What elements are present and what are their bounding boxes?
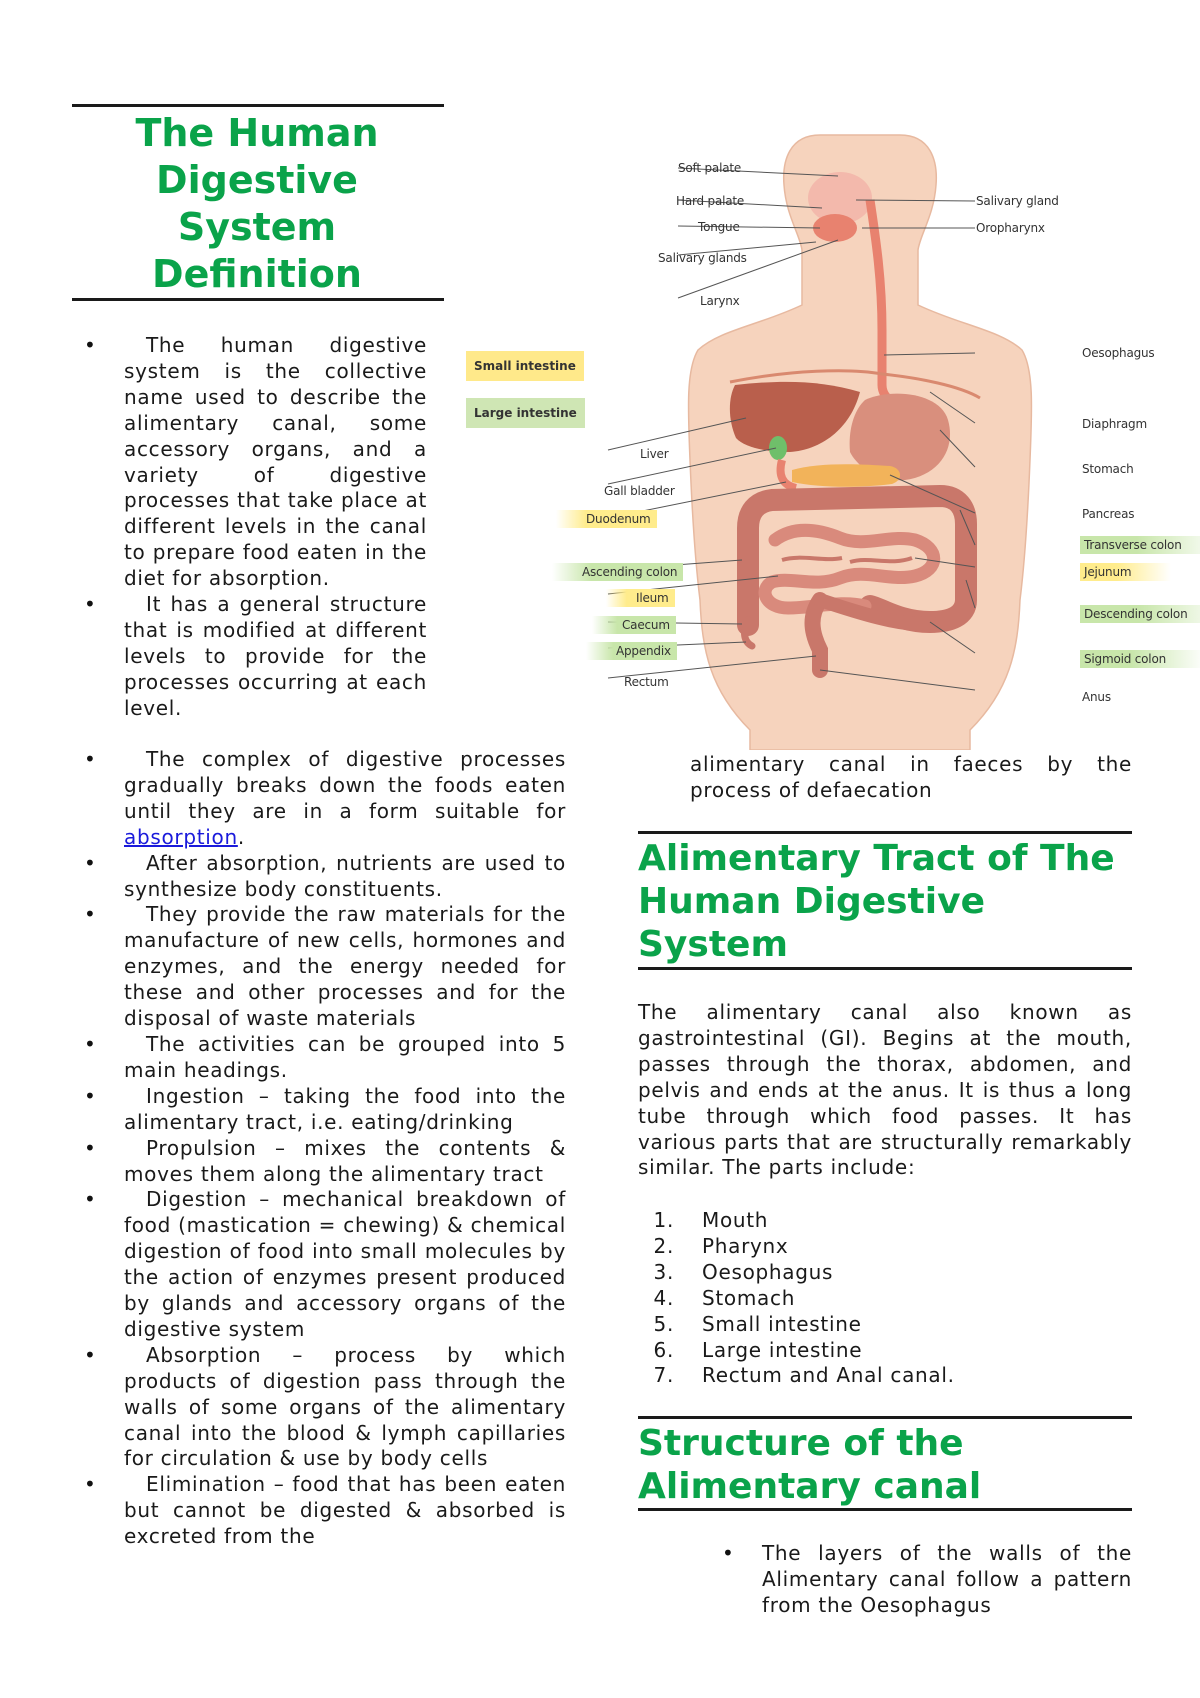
title-line-4: Definition xyxy=(152,252,362,296)
section2-paragraph: The alimentary canal also known as gastrointestinal (GI). Begins at the mouth, passes through the thorax, abdomen, and pelvis and ends at the anus. It is thus a long tube through which food passes. It has various parts that are structurally remarkably similar. The parts include: xyxy=(638,1000,1132,1180)
bullet-list-wide xyxy=(84,747,566,1550)
page-title xyxy=(72,110,442,298)
label-descending-colon: Descending colon xyxy=(1080,605,1200,623)
list-item: 4. Stomach xyxy=(653,1285,796,1310)
continuation-text: alimentary canal in faeces by the process of defaecation xyxy=(690,752,1132,802)
list-item: • Propulsion – mixes the contents & moves them along the alimentary tract xyxy=(84,1136,566,1188)
title-top-rule xyxy=(72,104,444,107)
list-item: • The complex of digestive processes gradually breaks down the foods eaten until they are in a form suitable for absorption. xyxy=(84,747,566,851)
label-soft-palate: Soft palate xyxy=(678,161,742,175)
label-salivary-gland: Salivary gland xyxy=(976,194,1059,208)
section2-top-rule xyxy=(638,831,1132,834)
absorption-link[interactable]: absorption xyxy=(124,824,238,849)
bullet-list-narrow xyxy=(84,333,427,722)
legend-small-intestine: Small intestine xyxy=(466,351,584,381)
label-salivary-glands: Salivary glands xyxy=(658,251,747,265)
list-item: • After absorption, nutrients are used to synthesize body constituents. xyxy=(84,851,566,903)
label-transverse-colon: Transverse colon xyxy=(1080,536,1200,554)
section2-bottom-rule xyxy=(638,967,1132,970)
label-ascending-colon: Ascending colon xyxy=(552,563,683,581)
label-liver: Liver xyxy=(640,447,669,461)
legend-large-intestine: Large intestine xyxy=(466,398,585,428)
label-stomach: Stomach xyxy=(1082,462,1134,476)
label-caecum: Caecum xyxy=(592,616,676,634)
label-gall-bladder: Gall bladder xyxy=(604,484,675,498)
list-item: • They provide the raw materials for the manufacture of new cells, hormones and enzymes, and the energy needed for these and other processes and for the disposal of waste materials xyxy=(84,902,566,1032)
label-appendix: Appendix xyxy=(586,642,677,660)
list-item: • Absorption – process by which products of digestion pass through the walls of some organs of the alimentary canal into the blood & lymph capillaries for circulation & use by body cells xyxy=(84,1343,566,1473)
label-pancreas: Pancreas xyxy=(1082,507,1135,521)
label-larynx: Larynx xyxy=(700,294,740,308)
title-line-2: Digestive xyxy=(156,158,358,202)
label-oesophagus: Oesophagus xyxy=(1082,346,1155,360)
label-anus: Anus xyxy=(1082,690,1111,704)
list-item: • Ingestion – taking the food into the alimentary tract, i.e. eating/drinking xyxy=(84,1084,566,1136)
rectum-shape xyxy=(813,600,821,670)
list-item: 6. Large intestine xyxy=(653,1337,863,1362)
pancreas-shape xyxy=(792,464,900,487)
section2-heading: Alimentary Tract of The Human Digestive System xyxy=(638,838,1115,965)
list-item: 3. Oesophagus xyxy=(653,1259,834,1284)
label-tongue: Tongue xyxy=(698,220,740,234)
list-item: • Elimination – food that has been eaten but cannot be digested & absorbed is excreted from the xyxy=(84,1472,566,1550)
section3-bottom-rule xyxy=(638,1508,1132,1511)
list-item: • The human digestive system is the collective name used to describe the alimentary canal, some accessory organs, and a variety of digestive processes that take place at different levels in the canal to prepare food eaten in the diet for absorption. xyxy=(84,333,427,592)
section3-heading: Structure of the Alimentary canal xyxy=(638,1423,982,1507)
label-ileum: Ileum xyxy=(606,589,675,607)
structure-bullets xyxy=(722,1541,1132,1619)
label-jejunum: Jejunum xyxy=(1080,563,1171,581)
list-item: • The layers of the walls of the Alimentary canal follow a pattern from the Oesophagus xyxy=(722,1541,1132,1619)
list-item: 1. Mouth xyxy=(653,1208,769,1232)
label-duodenum: Duodenum xyxy=(556,510,657,528)
label-sigmoid-colon: Sigmoid colon xyxy=(1080,650,1200,668)
label-rectum: Rectum xyxy=(624,675,669,689)
title-line-1: The Human xyxy=(135,111,379,155)
list-item: 5. Small intestine xyxy=(653,1311,862,1336)
list-item: • The activities can be grouped into 5 main headings. xyxy=(84,1032,566,1084)
list-item: 2. Pharynx xyxy=(653,1233,789,1258)
label-oropharynx: Oropharynx xyxy=(976,221,1045,235)
list-item: • It has a general structure that is modified at different levels to provide for the processes occurring at each level. xyxy=(84,592,427,722)
title-line-3: System xyxy=(177,205,337,249)
label-diaphragm: Diaphragm xyxy=(1082,417,1147,431)
title-bottom-rule xyxy=(72,298,444,301)
section3-top-rule xyxy=(638,1416,1132,1419)
gall-bladder-shape xyxy=(769,436,787,460)
parts-list xyxy=(630,1208,1132,1389)
list-item: 7. Rectum and Anal canal. xyxy=(653,1363,955,1388)
label-hard-palate: Hard palate xyxy=(676,194,745,208)
list-item: • Digestion – mechanical breakdown of food (mastication = chewing) & chemical digestion of food into small molecules by the action of enzymes present produced by glands and accessory organs of the digestive system xyxy=(84,1187,566,1342)
